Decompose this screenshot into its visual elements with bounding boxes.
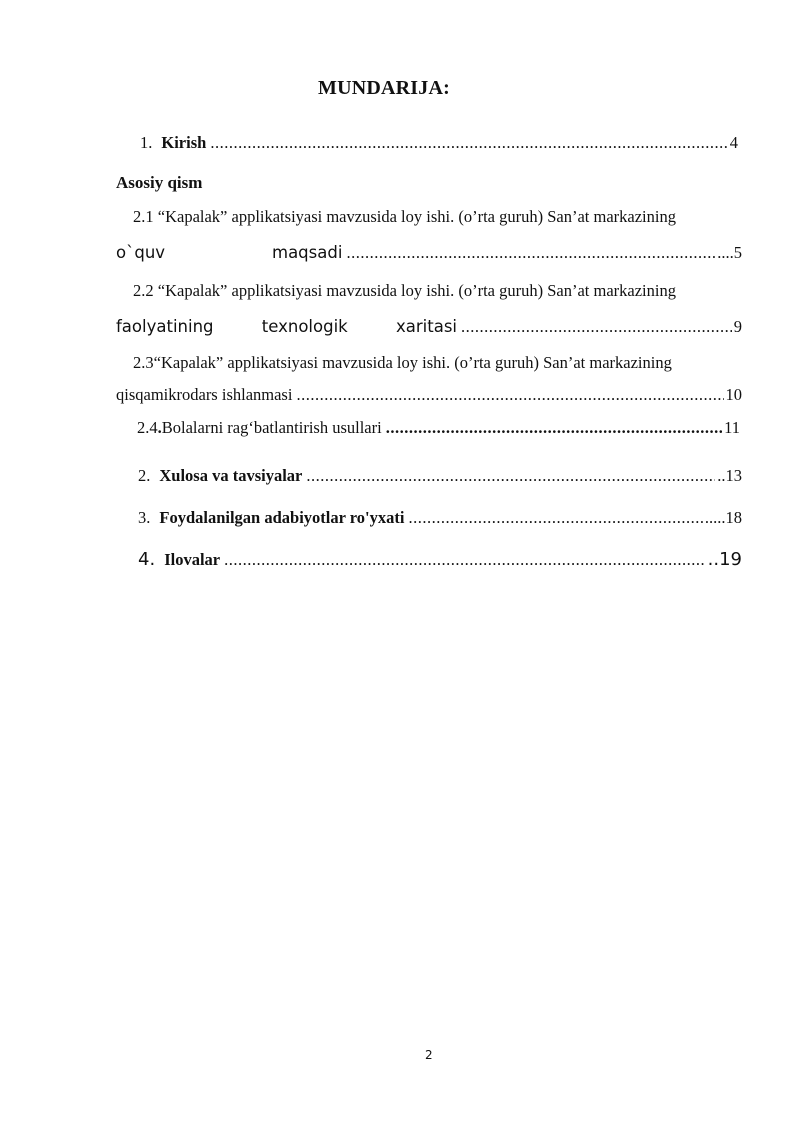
toc-entry-page: 11	[724, 418, 740, 437]
toc-entry-page: ..13	[717, 466, 742, 485]
toc-entry-label: Ilovalar	[164, 550, 221, 569]
page-number: 2	[425, 1048, 433, 1062]
toc-entry-number: 1.	[140, 133, 153, 152]
toc-leader-dots	[461, 317, 732, 337]
toc-entry-page: ....5	[717, 243, 742, 262]
toc-leader-dots	[386, 418, 722, 438]
toc-entry-text: 2.2 “Kapalak” applikatsiyasi mavzusida loy ishi. (o’rta guruh) San’at markazining	[133, 281, 676, 300]
toc-entry-page: 10	[725, 385, 742, 404]
toc-word: faolyatining	[116, 317, 214, 336]
toc-entry-label: Bolalarni rag‘batlantirish usullari	[161, 418, 382, 437]
toc-leader-dots	[306, 466, 715, 486]
toc-entry-number: 2.	[138, 466, 151, 485]
toc-entry-2-4[interactable]: 2.4 . Bolalarni rag‘batlantirish usullari ..... 11	[137, 418, 740, 438]
toc-entry-2-2-line1[interactable]	[133, 281, 742, 301]
toc-entry-label: Xulosa va tavsiyalar	[159, 466, 303, 485]
toc-entry-adabiyotlar[interactable]	[138, 508, 742, 528]
toc-entry-page: 9	[733, 317, 742, 336]
toc-entry-2-3-line2[interactable]	[116, 385, 742, 405]
toc-entry-2-2-line2[interactable]	[116, 317, 742, 337]
toc-entry-page: .....18	[704, 508, 742, 527]
toc-entry-xulosa[interactable]	[138, 466, 742, 486]
toc-entry-text: 2.3“Kapalak” applikatsiyasi mavzusida loy ishi. (o’rta guruh) San’at markazining	[133, 353, 672, 372]
toc-entry-prefix: 2.4	[137, 418, 158, 437]
toc-leader-dots	[296, 385, 723, 405]
toc-word: xaritasi	[396, 317, 458, 336]
toc-entry-2-1-line1[interactable]	[133, 207, 742, 227]
toc-entry-ilovalar[interactable]	[138, 549, 742, 570]
toc-entry-text: qisqamikrodars ishlanmasi	[116, 385, 293, 404]
toc-entry-number: 4.	[138, 549, 156, 570]
toc-leader-dots	[346, 243, 715, 263]
toc-entry-2-1-line2[interactable]	[116, 243, 742, 263]
toc-leader-dots	[408, 508, 702, 528]
toc-word: texnologik	[261, 317, 348, 336]
toc-entry-label: Kirish	[161, 133, 207, 152]
page-title: MUNDARIJA:	[318, 77, 450, 99]
toc-leader-dots	[210, 133, 727, 153]
toc-entry-2-3-line1[interactable]	[133, 353, 742, 373]
toc-entry-label: Foydalanilgan adabiyotlar ro'yxati	[159, 508, 405, 527]
toc-entry-text: 2.1 “Kapalak” applikatsiyasi mavzusida loy ishi. (o’rta guruh) San’at markazining	[133, 207, 676, 226]
toc-entry-page: ..19	[707, 549, 742, 570]
toc-entry-page: 4	[729, 133, 738, 152]
toc-entry-kirish[interactable]	[140, 133, 738, 153]
toc-word: o`quv	[116, 243, 166, 262]
toc-word: maqsadi	[272, 243, 343, 262]
toc-entry-number: 3.	[138, 508, 151, 527]
toc-leader-dots	[224, 550, 706, 570]
section-heading: Asosiy qism	[116, 173, 203, 192]
